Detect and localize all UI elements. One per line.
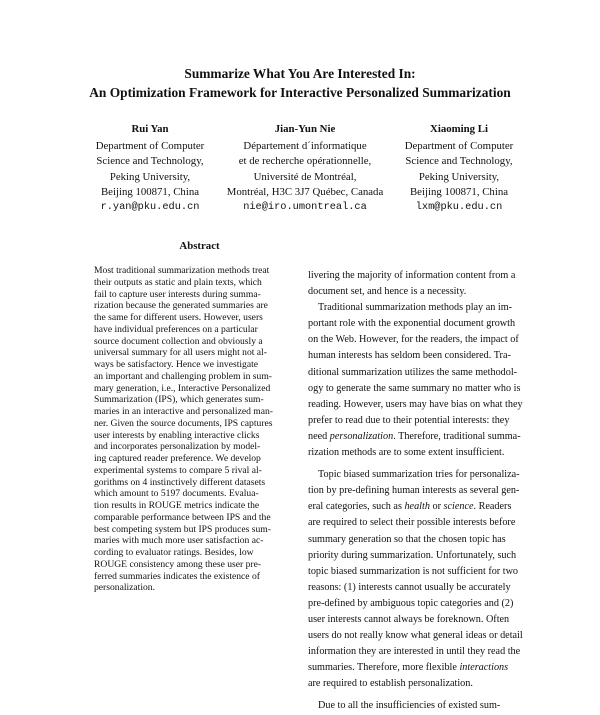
author-block-jian-yun-nie <box>218 122 392 215</box>
emphasis: health <box>404 501 430 513</box>
abstract-line: ner. Given the source documents, IPS captures <box>94 417 273 429</box>
abstract-line: cording to evaluator ratings. Besides, low <box>94 547 254 558</box>
body-line: livering the majority of information content from a <box>308 270 516 281</box>
body-line: human interests has seldom been considered. Tra- <box>308 350 511 362</box>
body-line: prefer to read due to their potential interests: they <box>308 414 510 426</box>
abstract-line: user interests by enabling interactive clicks <box>94 429 260 441</box>
body-line: portant role with the exponential document growth <box>308 318 516 330</box>
text-run: . Therefore, traditional summa- <box>393 430 521 442</box>
affiliation-line: et de recherche opérationnelle, <box>238 155 372 168</box>
body-line: Traditional summarization methods play an im- <box>318 302 513 314</box>
affiliation-line: Department of Computer <box>404 140 514 153</box>
body-line: ogy to generate the same summary no matter who is <box>308 382 521 394</box>
body-line <box>308 660 534 676</box>
affiliation-line: Science and Technology, <box>405 155 513 168</box>
body-line: are required to select their possible interests before <box>308 517 516 529</box>
body-line: pre-defined by ambiguous topic categories and (2) <box>308 597 514 609</box>
abstract-line: comparable performance between IPS and the <box>94 511 271 523</box>
abstract-line: universal summary for all users might not al- <box>94 347 267 359</box>
abstract-line: tion results in ROUGE metrics indicate the <box>94 500 260 511</box>
emphasis: personalization <box>329 430 394 442</box>
body-line: user interests cannot always be foreknown. Often <box>308 613 510 625</box>
body-line: Due to all the insufficiencies of existed sum- <box>318 700 501 712</box>
abstract-line: fail to capture user interests during summa- <box>94 288 261 300</box>
body-line: on the Web. However, for the readers, the impact of <box>308 334 519 346</box>
abstract-line: experimental systems to compare 5 rival al- <box>94 464 262 476</box>
body-line: ditional summarization utilizes the same methodol- <box>308 366 518 378</box>
affiliation-line: Département d´informatique <box>243 140 367 153</box>
abstract-line: source document collection and obviously a <box>94 335 263 347</box>
abstract-line: maries with much more user satisfaction ac- <box>94 535 264 547</box>
abstract-line: and incorporates personalization by model- <box>94 441 261 453</box>
abstract-line: which amount to 5197 documents. Evalua- <box>94 488 259 500</box>
body-line: summary generation so that the chosen topic has <box>308 533 506 545</box>
body-line: Topic biased summarization tries for personaliza- <box>318 469 520 481</box>
paper-title-line-1: Summarize What You Are Interested In: <box>184 66 416 81</box>
abstract-heading: Abstract <box>179 240 220 252</box>
author-email: lxm@pku.edu.cn <box>415 201 503 214</box>
body-line: users do not really know what general ideas or detail <box>308 630 523 642</box>
abstract-line: ROUGE consistency among these user pre- <box>94 558 262 570</box>
text-run: summaries. Therefore, more flexible <box>308 662 460 674</box>
emphasis: interactions <box>459 662 509 674</box>
body-line: tion by pre-defining human interests as several gen- <box>308 485 520 497</box>
body-line <box>308 499 534 515</box>
body-line: information they are interested in until they read the <box>308 646 521 658</box>
text-run: need <box>308 430 330 442</box>
author-name: Rui Yan <box>131 123 169 135</box>
abstract-line: an important and challenging problem in sum- <box>94 370 272 382</box>
author-block-rui-yan <box>75 122 225 215</box>
author-block-xiaoming-li <box>389 122 529 215</box>
abstract-line: personalization. <box>94 582 156 594</box>
abstract-line: best competing system but IPS produces sum- <box>94 523 271 535</box>
abstract-line: Most traditional summarization methods treat <box>94 265 270 276</box>
text-run: . Readers <box>473 501 512 513</box>
affiliation-line: Université de Montréal, <box>253 170 357 183</box>
affiliation-line: Science and Technology, <box>96 155 204 168</box>
text-run: eral categories, such as <box>308 501 405 513</box>
author-name: Xiaoming Li <box>430 123 488 135</box>
author-name: Jian-Yun Nie <box>274 123 336 135</box>
abstract-line: rization because the generated summaries are <box>94 300 268 312</box>
author-email: r.yan@pku.edu.cn <box>100 201 200 214</box>
affiliation-line: Beijing 100871, China <box>100 185 200 198</box>
abstract-line: have individual preferences on a particular <box>94 323 258 335</box>
body-line: are required to establish personalization. <box>308 678 473 690</box>
text-run: or <box>429 501 444 513</box>
body-column-right <box>308 268 534 715</box>
abstract-line: gorithms on 4 instinctively different datasets <box>94 476 266 488</box>
body-line: reasons: (1) interests cannot usually be accurately <box>308 581 511 593</box>
abstract-line: ferred summaries indicates the existence of <box>94 570 260 582</box>
abstract-line: ing captured reader preference. We develop <box>94 453 261 464</box>
abstract-line: mary generation, i.e., Interactive Personalized <box>94 382 271 394</box>
affiliation-line: Beijing 100871, China <box>409 185 509 198</box>
abstract-line: Summarization (IPS), which generates sum- <box>94 394 264 406</box>
author-email: nie@iro.umontreal.ca <box>243 201 367 214</box>
emphasis: science <box>443 501 474 513</box>
body-line: topic biased summarization is not sufficient for two <box>308 565 519 577</box>
abstract-line: their outputs as static and plain texts, which <box>94 276 262 288</box>
body-line <box>308 429 534 445</box>
affiliation-line: Montréal, H3C 3J7 Québec, Canada <box>226 185 384 198</box>
affiliation-line: Peking University, <box>418 170 500 183</box>
body-line: reading. However, users may have bias on what they <box>308 398 523 410</box>
paper-title-line-2: An Optimization Framework for Interactive Personalized Summarization <box>89 85 511 100</box>
body-line: priority during summarization. Unfortunately, such <box>308 549 517 561</box>
abstract-text <box>94 265 305 594</box>
abstract-line: the same for different users. However, users <box>94 312 263 323</box>
body-line: document set, and hence is a necessity. <box>308 286 467 298</box>
affiliation-line: Peking University, <box>109 170 191 183</box>
affiliation-line: Department of Computer <box>95 140 205 153</box>
body-line: rization methods are to some extent insufficient. <box>308 447 505 459</box>
abstract-line: maries in an interactive and personalized man- <box>94 406 274 417</box>
abstract-line: ways be satisfactory. Hence we investigate <box>94 359 259 370</box>
